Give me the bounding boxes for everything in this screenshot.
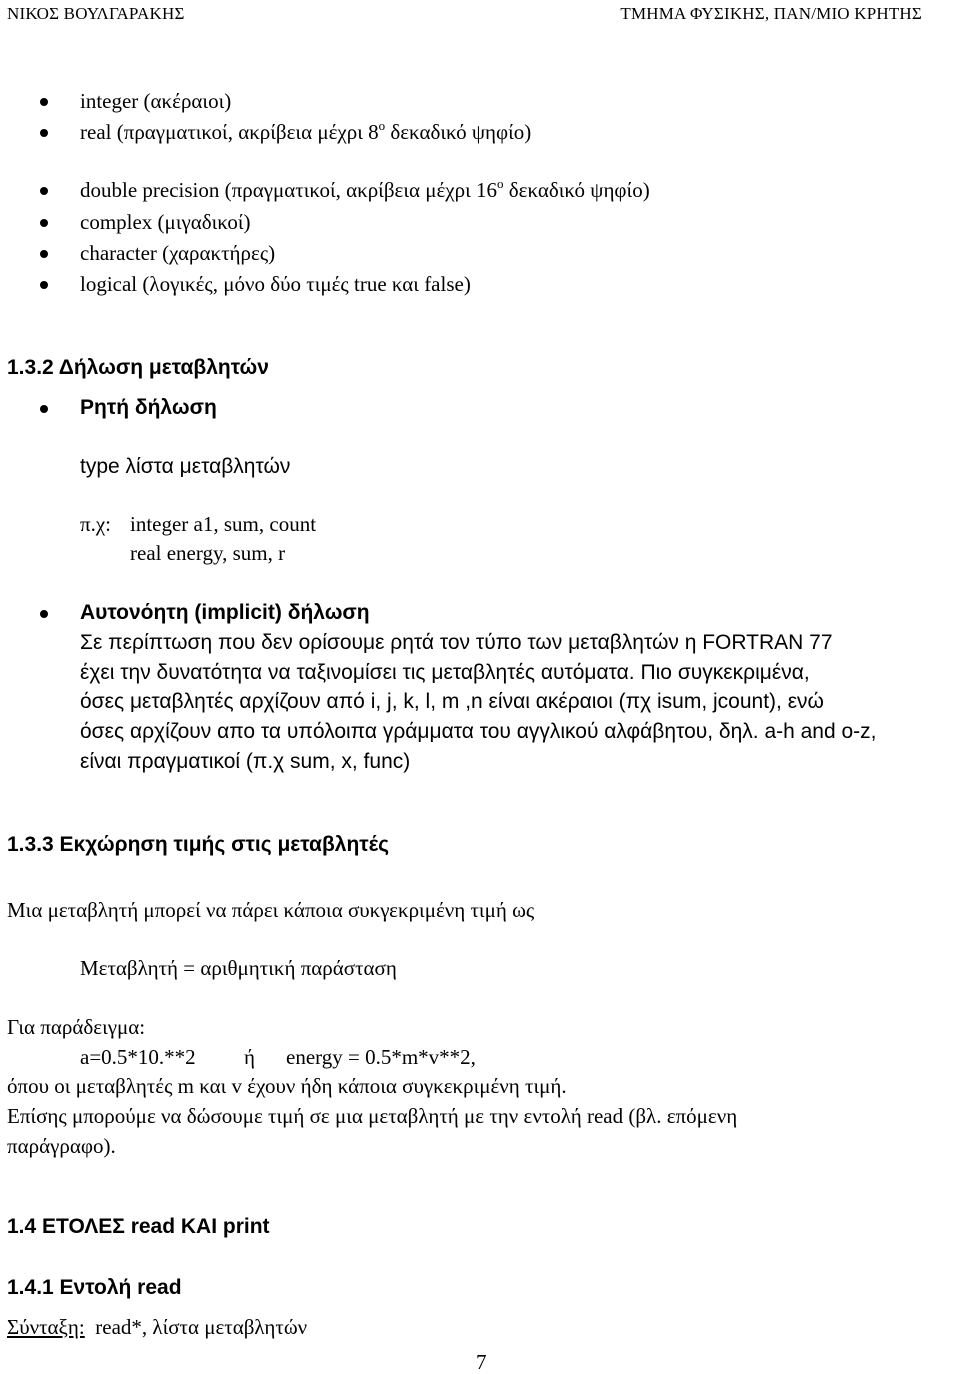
declaration-syntax: type λίστα μεταβλητών (80, 455, 291, 478)
bullet-icon (40, 250, 48, 258)
header-department: ΤΜΗΜΑ ΦΥΣΙΚΗΣ, ΠΑΝ/ΜΙΟ ΚΡΗΤΗΣ (620, 4, 922, 23)
implicit-declaration-title: Αυτονόητη (implicit) δήλωση (80, 601, 370, 624)
example-line-1: integer a1, sum, count (130, 512, 317, 536)
bullet-icon (40, 610, 48, 618)
bullet-icon (40, 219, 48, 227)
bullet-icon (40, 405, 48, 413)
example-line-2: real energy, sum, r (130, 541, 286, 565)
example-or: ή (244, 1045, 255, 1069)
bullet-icon (40, 281, 48, 289)
example-note: όπου οι μεταβλητές m και v έχουν ήδη κάποια συγκεκριμένη τιμή. (7, 1074, 567, 1098)
bullet-icon (40, 129, 48, 137)
explicit-declaration-title: Ρητή δήλωση (80, 396, 217, 419)
type-double: double precision (πραγματικοί, ακρίβεια μέχρι $16^o$ δεκαδικό ψηφίο) (80, 176, 650, 202)
type-character: character (χαρακτήρες) (80, 241, 276, 265)
read-assignment-line-2: παράγραφο). (7, 1134, 116, 1158)
bullet-icon (40, 98, 48, 106)
syntax-value: read*, λίστα μεταβλητών (95, 1315, 308, 1339)
page-number: 7 (476, 1350, 487, 1374)
assignment-formula: Μεταβλητή = αριθμητική παράσταση (80, 956, 397, 980)
assignment-intro: Μια μεταβλητή μπορεί να πάρει κάποια συκγεκριμένη τιμή ως (7, 898, 535, 922)
section-heading-1-4: 1.4 ΕΤΟΛΕΣ read ΚΑΙ print (7, 1215, 270, 1238)
implicit-text-line-2: έχει την δυνατότητα να ταξινομίσει τις μεταβλητές αυτόματα. Πιο συγκεκριμένα, (80, 661, 810, 684)
section-heading-1-3-3: 1.3.3 Εκχώρηση τιμής στις μεταβλητές (7, 833, 390, 856)
type-logical: logical (λογικές, μόνο δύο τιμές true και false) (80, 272, 471, 296)
type-integer: integer (ακέραιοι) (80, 89, 232, 113)
implicit-text-line-5: είναι πραγματικοί (π.χ sum, x, func) (80, 750, 411, 773)
example-intro-label: Για παράδειγμα: (7, 1015, 146, 1039)
example-label: π.χ: (80, 512, 112, 536)
implicit-text-line-1: Σε περίπτωση που δεν ορίσουμε ρητά τον τύπο των μεταβλητών η FORTRAN 77 (80, 631, 833, 654)
section-heading-1-3-2: 1.3.2 Δήλωση μεταβλητών (7, 356, 269, 379)
header-author: ΝΙΚΟΣ ΒΟΥΛΓΑΡΑΚΗΣ (7, 4, 185, 23)
implicit-text-line-3: όσες μεταβλητές αρχίζουν από i, j, k, l, m ,n είναι ακέραιοι (πχ isum, jcount), ενώ (80, 690, 824, 713)
implicit-text-line-4: όσες αρχίζουν απο τα υπόλοιπα γράμματα του αγγλικού αλφάβητου, δηλ. a-h and o-z, (80, 720, 877, 743)
type-real: real (πραγματικοί, ακρίβεια μέχρι $8^o$ δεκαδικό ψηφίο) (80, 118, 532, 144)
type-complex: complex (μιγαδικοί) (80, 210, 251, 234)
bullet-icon (40, 187, 48, 195)
syntax-line (7, 1317, 307, 1338)
example-expression-a: a=0.5*10.**2 (80, 1045, 196, 1069)
example-expression-b: energy = 0.5*m*v**2, (286, 1045, 476, 1069)
read-assignment-line-1: Επίσης μπορούμε να δώσουμε τιμή σε μια μεταβλητή με την εντολή read (βλ. επόμενη (7, 1104, 738, 1128)
syntax-label: Σύνταξη: (7, 1315, 85, 1339)
section-heading-1-4-1: 1.4.1 Εντολή read (7, 1276, 182, 1299)
